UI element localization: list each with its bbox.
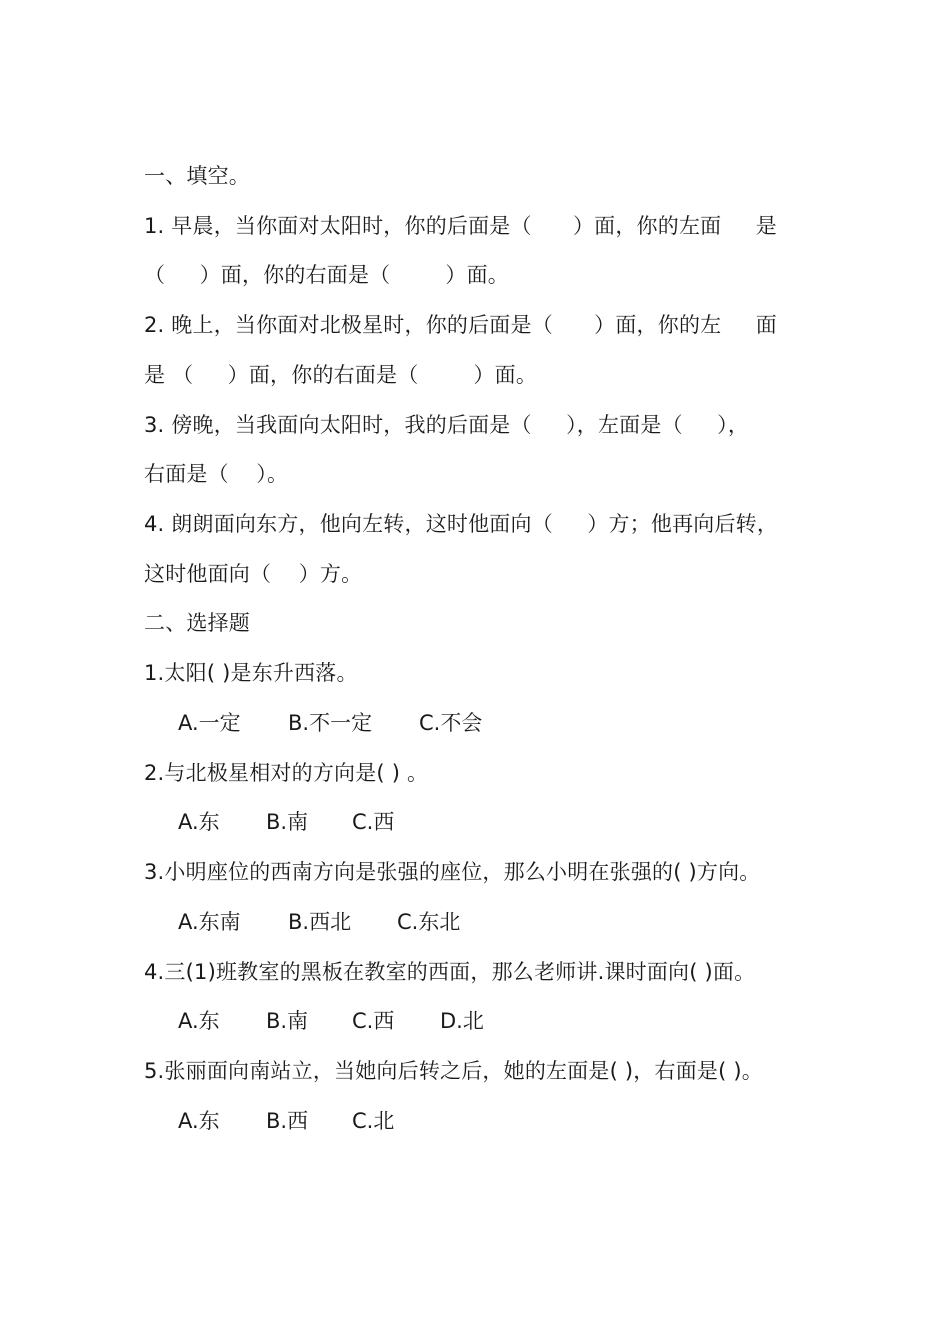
choice-q5-text: 5.张丽面向南站立，当她向后转之后，她的左面是( )，右面是( )。 (144, 1059, 763, 1083)
fill-q4-line2: 这时他面向（ ）方。 (144, 562, 363, 586)
choice-q2-text: 2.与北极星相对的方向是( ) 。 (144, 761, 429, 785)
choice-q3-option-c: C.东北 (397, 910, 461, 934)
choice-q4-option-d: D.北 (440, 1009, 484, 1033)
choice-q1-text: 1.太阳( )是东升西落。 (144, 661, 358, 685)
section-heading-fill-blank: 一、填空。 (144, 164, 250, 188)
choice-q1-option-c: C.不会 (419, 711, 483, 735)
choice-q5-option-a: A.东 (178, 1109, 220, 1133)
fill-q3-line2: 右面是（ ）。 (144, 462, 289, 486)
choice-q2-option-b: B.南 (266, 810, 309, 834)
choice-q3-text: 3.小明座位的西南方向是张强的座位，那么小明在张强的( )方向。 (144, 860, 761, 884)
fill-q2-line1: 2. 晚上，当你面对北极星时，你的后面是（ ）面，你的左 面 (144, 313, 777, 337)
choice-q3-option-b: B.西北 (288, 910, 352, 934)
fill-q4-line1: 4. 朗朗面向东方，他向左转，这时他面向（ ）方；他再向后转， (144, 512, 779, 536)
fill-q3-line1: 3. 傍晚，当我面向太阳时，我的后面是（ ），左面是（ ）， (144, 413, 750, 437)
choice-q4-option-c: C.西 (352, 1009, 395, 1033)
fill-q1-line2: （ ）面，你的右面是（ ）面。 (144, 263, 509, 287)
choice-q2-option-c: C.西 (352, 810, 395, 834)
choice-q5-option-c: C.北 (352, 1109, 395, 1133)
choice-q2-option-a: A.东 (178, 810, 220, 834)
choice-q4-option-a: A.东 (178, 1009, 220, 1033)
choice-q1-option-a: A.一定 (178, 711, 241, 735)
fill-q1-line1: 1. 早晨，当你面对太阳时，你的后面是（ ）面，你的左面 是 (144, 214, 777, 238)
section-heading-multiple-choice: 二、选择题 (144, 611, 250, 635)
fill-q2-line2: 是 （ ）面，你的右面是（ ）面。 (144, 363, 538, 387)
choice-q4-text: 4.三(1)班教室的黑板在教室的西面，那么老师讲.课时面向( )面。 (144, 960, 756, 984)
choice-q1-option-b: B.不一定 (288, 711, 373, 735)
choice-q3-option-a: A.东南 (178, 910, 241, 934)
choice-q5-option-b: B.西 (266, 1109, 309, 1133)
choice-q4-option-b: B.南 (266, 1009, 309, 1033)
